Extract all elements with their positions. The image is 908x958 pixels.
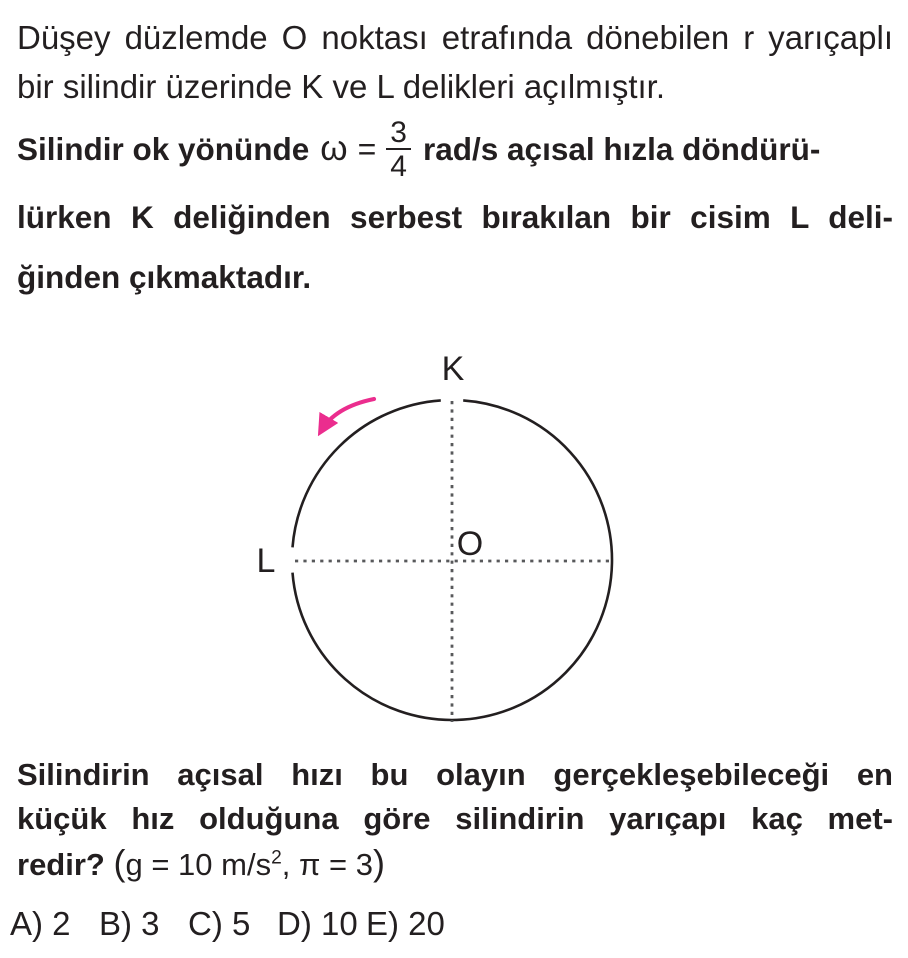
setup-line-1 — [17, 111, 893, 187]
given-body: g = 10 m/s — [125, 847, 272, 882]
cylinder-circle-minor-arc — [293, 400, 441, 547]
close-paren: ) — [372, 842, 385, 883]
intro-paragraph — [17, 13, 893, 111]
setup-after-text: rad/s açısal hızla döndürü- — [422, 130, 821, 167]
label-O: O — [456, 525, 484, 563]
option-d-value: 10 — [321, 905, 358, 942]
setup-lead-text: Silindir ok yönünde — [17, 130, 310, 167]
option-a-letter: A) — [10, 905, 43, 942]
option-a-value: 2 — [52, 905, 71, 942]
option-d — [277, 904, 366, 944]
answer-options-row — [10, 904, 893, 944]
option-b — [99, 904, 188, 944]
setup-paragraph — [17, 111, 893, 307]
option-b-value: 3 — [141, 905, 160, 942]
intro-line-1: Düşey düzlemde O noktası etrafında dönebilen r yarıçaplı — [17, 19, 893, 56]
option-e-letter: E) — [366, 905, 399, 942]
intro-line-2: bir silindir üzerinde K ve L delikleri açılmıştır. — [17, 68, 666, 105]
question-tail: redir? — [17, 847, 105, 882]
fraction-three-fourths — [386, 117, 411, 182]
question-line-2: küçük hız olduğuna göre silindirin yarıçapı kaç met- — [17, 801, 893, 836]
given-superscript: 2 — [271, 847, 282, 869]
open-paren: ( — [113, 842, 126, 883]
option-a — [10, 904, 99, 944]
question-paragraph — [17, 753, 893, 887]
equals-sign: = — [357, 130, 377, 167]
question-line-1: Silindirin açısal hızı bu olayın gerçekleşebileceği en — [17, 757, 893, 792]
given-values — [113, 842, 385, 883]
option-e-value: 20 — [408, 905, 445, 942]
fraction-numerator: 3 — [390, 115, 407, 149]
fraction-denominator: 4 — [386, 148, 411, 182]
option-e — [366, 904, 445, 944]
option-b-letter: B) — [99, 905, 132, 942]
question-line-3 — [17, 841, 893, 887]
omega-symbol: ω — [320, 129, 348, 168]
cylinder-diagram — [0, 340, 908, 745]
label-K: K — [441, 350, 465, 388]
option-d-letter: D) — [277, 905, 312, 942]
setup-line-2: lürken K deliğinden serbest bırakılan bir cisim L deli- — [17, 199, 893, 235]
option-c — [188, 904, 277, 944]
option-c-letter: C) — [188, 905, 223, 942]
cylinder-diagram-svg — [0, 340, 908, 745]
option-c-value: 5 — [232, 905, 251, 942]
setup-line-3: ğinden çıkmaktadır. — [17, 259, 312, 295]
label-L: L — [256, 542, 276, 580]
given-rest: , π = 3 — [281, 847, 373, 882]
